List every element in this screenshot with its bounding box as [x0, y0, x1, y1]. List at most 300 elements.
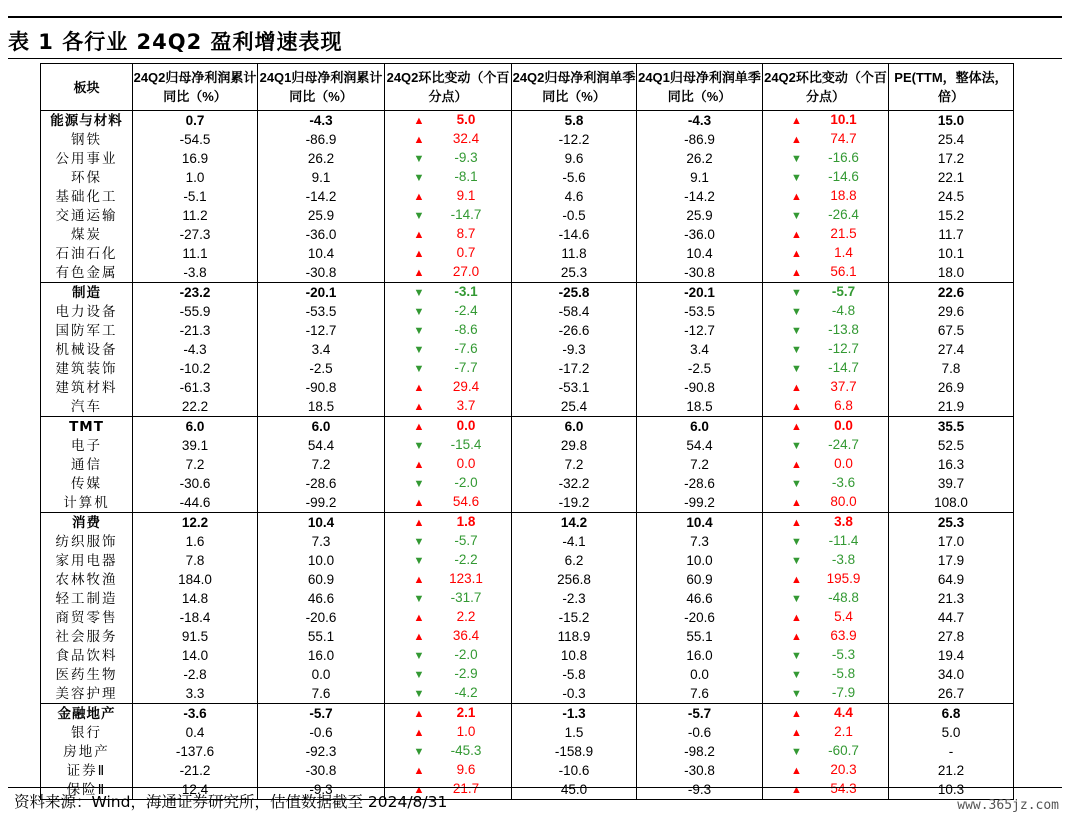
q1-single-quarter-yoy: -53.5 [637, 302, 763, 321]
q1-single-quarter-yoy: -12.7 [637, 321, 763, 340]
pe-ttm: 29.6 [889, 302, 1014, 321]
earnings-table [40, 63, 1014, 800]
table-row [41, 608, 1014, 627]
q2-cumulative-change [385, 359, 512, 378]
change-value: -12.7 [828, 341, 859, 356]
table-row [41, 665, 1014, 684]
triangle-up-icon: ▲ [791, 631, 802, 643]
triangle-down-icon: ▼ [791, 650, 802, 662]
triangle-up-icon: ▲ [413, 497, 425, 509]
sector-name: 纺织服饰 [41, 532, 133, 551]
q2-single-change [763, 417, 889, 437]
q1-single-quarter-yoy: -99.2 [637, 493, 763, 513]
table-row [41, 397, 1014, 417]
watermark: www.365jz.com [957, 798, 1059, 813]
sector-name: 食品饮料 [41, 646, 133, 665]
q2-cumulative-change [385, 761, 512, 780]
q2-cumulative-change [385, 627, 512, 646]
change-value: -3.1 [454, 284, 478, 299]
q1-single-quarter-yoy: 18.5 [637, 397, 763, 417]
table-row [41, 684, 1014, 704]
triangle-down-icon: ▼ [791, 210, 802, 222]
sector-name: 商贸零售 [41, 608, 133, 627]
q1-cumulative-yoy: -20.1 [258, 283, 385, 303]
q1-single-quarter-yoy: -9.3 [637, 780, 763, 800]
change-value: 2.1 [834, 724, 853, 739]
q2-single-quarter-yoy: 118.9 [512, 627, 637, 646]
triangle-down-icon: ▼ [791, 306, 802, 318]
triangle-down-icon: ▼ [413, 650, 425, 662]
change-value: 1.8 [456, 514, 476, 529]
q2-cumulative-change [385, 206, 512, 225]
q2-single-change [763, 225, 889, 244]
title-rule [8, 58, 1062, 59]
triangle-down-icon: ▼ [791, 478, 802, 490]
change-value: 195.9 [826, 571, 861, 586]
pe-ttm: 44.7 [889, 608, 1014, 627]
q2-cumulative-change [385, 455, 512, 474]
pe-ttm: 10.3 [889, 780, 1014, 800]
q1-cumulative-yoy: -92.3 [258, 742, 385, 761]
table-row [41, 302, 1014, 321]
change-value: 6.8 [834, 398, 853, 413]
change-value: 21.5 [830, 226, 857, 241]
q2-single-quarter-yoy: 29.8 [512, 436, 637, 455]
change-value: 8.7 [456, 226, 476, 241]
sector-name: 石油石化 [41, 244, 133, 263]
pe-ttm: 19.4 [889, 646, 1014, 665]
q2-cumulative-change [385, 723, 512, 742]
table-row [41, 206, 1014, 225]
table-row [41, 570, 1014, 589]
q2-cumulative-yoy: 11.2 [133, 206, 258, 225]
change-value: -8.6 [454, 322, 478, 337]
q2-single-quarter-yoy: 11.8 [512, 244, 637, 263]
triangle-down-icon: ▼ [413, 153, 425, 165]
q2-cumulative-change [385, 704, 512, 724]
q2-single-quarter-yoy: 25.3 [512, 263, 637, 283]
q2-single-quarter-yoy: -19.2 [512, 493, 637, 513]
pe-ttm: 35.5 [889, 417, 1014, 437]
q2-cumulative-yoy: 1.0 [133, 168, 258, 187]
change-value: 3.8 [834, 514, 853, 529]
change-value: -3.6 [831, 475, 856, 490]
q2-single-change [763, 608, 889, 627]
triangle-down-icon: ▼ [413, 172, 425, 184]
sector-name: 农林牧渔 [41, 570, 133, 589]
change-value: 10.1 [830, 112, 857, 127]
change-value: -5.7 [454, 533, 478, 548]
pe-ttm: 11.7 [889, 225, 1014, 244]
change-value: -7.7 [454, 360, 478, 375]
pe-ttm: 15.2 [889, 206, 1014, 225]
table-row [41, 551, 1014, 570]
col-header-pe-ttm: PE(TTM，整体法，倍） [889, 64, 1014, 111]
triangle-up-icon: ▲ [791, 727, 802, 739]
q2-cumulative-change [385, 551, 512, 570]
q1-cumulative-yoy: 9.1 [258, 168, 385, 187]
sector-name: 电子 [41, 436, 133, 455]
q1-cumulative-yoy: -14.2 [258, 187, 385, 206]
triangle-up-icon: ▲ [791, 497, 802, 509]
table-row [41, 111, 1014, 131]
q2-single-quarter-yoy: 1.5 [512, 723, 637, 742]
q1-cumulative-yoy: -28.6 [258, 474, 385, 493]
q1-single-quarter-yoy: -98.2 [637, 742, 763, 761]
sector-name: 家用电器 [41, 551, 133, 570]
change-value: 20.3 [830, 762, 857, 777]
q2-single-change [763, 513, 889, 533]
q2-cumulative-yoy: -23.2 [133, 283, 258, 303]
change-value: -11.4 [828, 533, 859, 548]
pe-ttm: 17.0 [889, 532, 1014, 551]
q2-single-change [763, 244, 889, 263]
pe-ttm: 6.8 [889, 704, 1014, 724]
change-value: -2.2 [454, 552, 478, 567]
q2-cumulative-change [385, 608, 512, 627]
q1-cumulative-yoy: 26.2 [258, 149, 385, 168]
q2-cumulative-yoy: -2.8 [133, 665, 258, 684]
q2-single-quarter-yoy: 5.8 [512, 111, 637, 131]
triangle-up-icon: ▲ [413, 612, 425, 624]
q2-cumulative-yoy: 11.1 [133, 244, 258, 263]
q2-cumulative-yoy: -27.3 [133, 225, 258, 244]
q2-cumulative-yoy: -44.6 [133, 493, 258, 513]
triangle-up-icon: ▲ [791, 708, 802, 720]
change-value: 2.1 [456, 705, 476, 720]
q2-cumulative-yoy: 7.8 [133, 551, 258, 570]
q2-cumulative-yoy: 1.6 [133, 532, 258, 551]
q2-cumulative-change [385, 646, 512, 665]
triangle-down-icon: ▼ [413, 593, 425, 605]
change-value: -48.8 [828, 590, 859, 605]
triangle-up-icon: ▲ [791, 401, 802, 413]
q2-cumulative-yoy: 0.7 [133, 111, 258, 131]
sector-name: 房地产 [41, 742, 133, 761]
q1-single-quarter-yoy: 55.1 [637, 627, 763, 646]
q2-single-change [763, 474, 889, 493]
q1-single-quarter-yoy: -36.0 [637, 225, 763, 244]
q2-cumulative-yoy: -61.3 [133, 378, 258, 397]
q2-single-change [763, 206, 889, 225]
triangle-down-icon: ▼ [413, 344, 425, 356]
pe-ttm: 10.1 [889, 244, 1014, 263]
q2-single-change [763, 283, 889, 303]
q1-cumulative-yoy: -20.6 [258, 608, 385, 627]
q1-single-quarter-yoy: -2.5 [637, 359, 763, 378]
triangle-down-icon: ▼ [413, 669, 425, 681]
q2-single-quarter-yoy: -5.8 [512, 665, 637, 684]
q1-cumulative-yoy: -5.7 [258, 704, 385, 724]
triangle-up-icon: ▲ [413, 708, 425, 720]
change-value: 36.4 [452, 628, 480, 643]
sector-name: 有色金属 [41, 263, 133, 283]
q1-single-quarter-yoy: 7.6 [637, 684, 763, 704]
change-value: 0.0 [456, 456, 476, 471]
q2-single-quarter-yoy: 25.4 [512, 397, 637, 417]
change-value: 0.0 [456, 418, 476, 433]
q2-cumulative-yoy: -5.1 [133, 187, 258, 206]
q2-cumulative-yoy: 6.0 [133, 417, 258, 437]
pe-ttm: 26.9 [889, 378, 1014, 397]
change-value: 123.1 [449, 571, 483, 586]
q2-cumulative-change [385, 493, 512, 513]
change-value: -26.4 [828, 207, 859, 222]
triangle-down-icon: ▼ [413, 210, 425, 222]
q2-cumulative-yoy: 12.2 [133, 513, 258, 533]
change-value: 5.0 [456, 112, 476, 127]
q1-cumulative-yoy: 10.4 [258, 244, 385, 263]
q2-single-quarter-yoy: -0.5 [512, 206, 637, 225]
change-value: -2.0 [454, 475, 478, 490]
change-value: 54.6 [452, 494, 480, 509]
triangle-down-icon: ▼ [791, 536, 802, 548]
change-value: -45.3 [450, 743, 482, 758]
q1-cumulative-yoy: 16.0 [258, 646, 385, 665]
q1-cumulative-yoy: 6.0 [258, 417, 385, 437]
q1-single-quarter-yoy: 0.0 [637, 665, 763, 684]
sector-name: 制造 [41, 283, 133, 303]
change-value: -4.8 [831, 303, 856, 318]
pe-ttm: 26.7 [889, 684, 1014, 704]
q1-single-quarter-yoy: 46.6 [637, 589, 763, 608]
table-row [41, 436, 1014, 455]
triangle-up-icon: ▲ [413, 421, 425, 433]
table-row [41, 493, 1014, 513]
triangle-down-icon: ▼ [413, 363, 425, 375]
change-value: 4.4 [834, 705, 853, 720]
q2-cumulative-yoy: -137.6 [133, 742, 258, 761]
sector-name: 医药生物 [41, 665, 133, 684]
q1-cumulative-yoy: -30.8 [258, 761, 385, 780]
triangle-up-icon: ▲ [791, 267, 802, 279]
q2-single-change [763, 340, 889, 359]
pe-ttm: 22.6 [889, 283, 1014, 303]
triangle-down-icon: ▼ [791, 153, 802, 165]
q2-single-quarter-yoy: -1.3 [512, 704, 637, 724]
q2-cumulative-yoy: 7.2 [133, 455, 258, 474]
pe-ttm: - [889, 742, 1014, 761]
q2-single-change [763, 187, 889, 206]
change-value: -5.3 [831, 647, 856, 662]
table-row [41, 378, 1014, 397]
q1-single-quarter-yoy: 54.4 [637, 436, 763, 455]
q2-single-quarter-yoy: -58.4 [512, 302, 637, 321]
q2-cumulative-yoy: 12.4 [133, 780, 258, 800]
sector-name: TMT [41, 417, 133, 437]
q2-single-change [763, 780, 889, 800]
q2-single-change [763, 589, 889, 608]
q1-single-quarter-yoy: 9.1 [637, 168, 763, 187]
change-value: 29.4 [452, 379, 480, 394]
q2-single-quarter-yoy: -17.2 [512, 359, 637, 378]
q2-single-change [763, 455, 889, 474]
triangle-up-icon: ▲ [413, 115, 425, 127]
q1-single-quarter-yoy: -90.8 [637, 378, 763, 397]
triangle-up-icon: ▲ [791, 612, 802, 624]
q2-cumulative-yoy: 39.1 [133, 436, 258, 455]
triangle-down-icon: ▼ [791, 688, 802, 700]
bottom-rule [8, 787, 1062, 788]
triangle-up-icon: ▲ [413, 191, 425, 203]
q2-single-quarter-yoy: -26.6 [512, 321, 637, 340]
q1-cumulative-yoy: -0.6 [258, 723, 385, 742]
triangle-down-icon: ▼ [413, 440, 425, 452]
triangle-up-icon: ▲ [413, 631, 425, 643]
sector-name: 电力设备 [41, 302, 133, 321]
q2-cumulative-change [385, 130, 512, 149]
table-row [41, 742, 1014, 761]
triangle-down-icon: ▼ [791, 440, 802, 452]
q1-single-quarter-yoy: -4.3 [637, 111, 763, 131]
q2-single-quarter-yoy: -2.3 [512, 589, 637, 608]
col-header-q2-single-qoq-change: 24Q2环比变动（个百分点） [763, 64, 889, 111]
q2-single-quarter-yoy: -14.6 [512, 225, 637, 244]
q2-single-change [763, 168, 889, 187]
triangle-down-icon: ▼ [413, 555, 425, 567]
q2-cumulative-change [385, 513, 512, 533]
sector-name: 能源与材料 [41, 111, 133, 131]
pe-ttm: 18.0 [889, 263, 1014, 283]
triangle-up-icon: ▲ [413, 574, 425, 586]
pe-ttm: 27.8 [889, 627, 1014, 646]
q2-cumulative-change [385, 244, 512, 263]
triangle-down-icon: ▼ [413, 287, 425, 299]
col-header-q2-cumulative-yoy: 24Q2归母净利润累计同比（%） [133, 64, 258, 111]
change-value: 27.0 [452, 264, 480, 279]
q2-single-quarter-yoy: 6.0 [512, 417, 637, 437]
q2-single-quarter-yoy: -15.2 [512, 608, 637, 627]
q1-cumulative-yoy: 60.9 [258, 570, 385, 589]
triangle-up-icon: ▲ [413, 727, 425, 739]
pe-ttm: 16.3 [889, 455, 1014, 474]
q2-cumulative-yoy: 14.8 [133, 589, 258, 608]
change-value: -7.6 [454, 341, 478, 356]
source-note: 资料来源：Wind，海通证券研究所，估值数据截至 2024/8/31 [14, 793, 448, 811]
q2-single-quarter-yoy: -4.1 [512, 532, 637, 551]
pe-ttm: 25.3 [889, 513, 1014, 533]
pe-ttm: 21.2 [889, 761, 1014, 780]
q2-cumulative-yoy: -21.3 [133, 321, 258, 340]
q2-single-quarter-yoy: -5.6 [512, 168, 637, 187]
col-header-q2-cumulative-qoq-change: 24Q2环比变动（个百分点） [385, 64, 512, 111]
triangle-down-icon: ▼ [791, 669, 802, 681]
change-value: 56.1 [830, 264, 857, 279]
triangle-up-icon: ▲ [413, 134, 425, 146]
change-value: -4.2 [454, 685, 478, 700]
table-row [41, 455, 1014, 474]
pe-ttm: 21.9 [889, 397, 1014, 417]
triangle-down-icon: ▼ [791, 344, 802, 356]
q2-single-change [763, 149, 889, 168]
q1-cumulative-yoy: 25.9 [258, 206, 385, 225]
q2-cumulative-change [385, 302, 512, 321]
triangle-down-icon: ▼ [791, 287, 802, 299]
triangle-up-icon: ▲ [791, 382, 802, 394]
change-value: 32.4 [452, 131, 480, 146]
table-row [41, 244, 1014, 263]
q1-cumulative-yoy: 0.0 [258, 665, 385, 684]
q1-cumulative-yoy: -9.3 [258, 780, 385, 800]
sector-name: 汽车 [41, 397, 133, 417]
q2-cumulative-yoy: -18.4 [133, 608, 258, 627]
q2-single-change [763, 532, 889, 551]
q2-single-change [763, 704, 889, 724]
col-header-q2-single-quarter-yoy: 24Q2归母净利润单季同比（%） [512, 64, 637, 111]
q1-cumulative-yoy: 10.4 [258, 513, 385, 533]
q1-single-quarter-yoy: -30.8 [637, 263, 763, 283]
q2-cumulative-yoy: -54.5 [133, 130, 258, 149]
q2-single-change [763, 761, 889, 780]
q2-single-change [763, 723, 889, 742]
triangle-down-icon: ▼ [413, 478, 425, 490]
q2-single-quarter-yoy: 256.8 [512, 570, 637, 589]
top-rule [8, 16, 1062, 18]
q2-cumulative-change [385, 570, 512, 589]
pe-ttm: 52.5 [889, 436, 1014, 455]
change-value: 63.9 [830, 628, 857, 643]
triangle-up-icon: ▲ [413, 382, 425, 394]
triangle-up-icon: ▲ [791, 134, 802, 146]
q2-single-change [763, 111, 889, 131]
q2-cumulative-change [385, 378, 512, 397]
triangle-up-icon: ▲ [791, 459, 802, 471]
pe-ttm: 108.0 [889, 493, 1014, 513]
triangle-up-icon: ▲ [413, 267, 425, 279]
sector-name: 消费 [41, 513, 133, 533]
table-body [41, 111, 1014, 800]
change-value: -16.6 [828, 150, 859, 165]
q2-single-change [763, 646, 889, 665]
table-row [41, 704, 1014, 724]
change-value: 0.7 [456, 245, 476, 260]
sector-name: 证券Ⅱ [41, 761, 133, 780]
triangle-down-icon: ▼ [791, 172, 802, 184]
sector-name: 社会服务 [41, 627, 133, 646]
triangle-up-icon: ▲ [413, 517, 425, 529]
sector-name: 环保 [41, 168, 133, 187]
q1-cumulative-yoy: -12.7 [258, 321, 385, 340]
table-row [41, 589, 1014, 608]
q1-cumulative-yoy: -4.3 [258, 111, 385, 131]
table-row [41, 474, 1014, 493]
q2-single-quarter-yoy: 9.6 [512, 149, 637, 168]
change-value: -2.4 [454, 303, 478, 318]
pe-ttm: 64.9 [889, 570, 1014, 589]
pe-ttm: 7.8 [889, 359, 1014, 378]
pe-ttm: 22.1 [889, 168, 1014, 187]
q1-cumulative-yoy: -53.5 [258, 302, 385, 321]
q1-cumulative-yoy: 10.0 [258, 551, 385, 570]
change-value: 21.7 [452, 781, 480, 796]
sector-name: 银行 [41, 723, 133, 742]
q1-cumulative-yoy: 46.6 [258, 589, 385, 608]
q2-cumulative-yoy: -30.6 [133, 474, 258, 493]
change-value: -5.8 [831, 666, 856, 681]
q1-single-quarter-yoy: 6.0 [637, 417, 763, 437]
q2-single-quarter-yoy: -25.8 [512, 283, 637, 303]
triangle-up-icon: ▲ [413, 459, 425, 471]
change-value: -24.7 [828, 437, 859, 452]
change-value: -9.3 [454, 150, 478, 165]
pe-ttm: 24.5 [889, 187, 1014, 206]
change-value: -31.7 [450, 590, 482, 605]
q2-single-quarter-yoy: 45.0 [512, 780, 637, 800]
change-value: -2.0 [454, 647, 478, 662]
q1-cumulative-yoy: 55.1 [258, 627, 385, 646]
table-row [41, 283, 1014, 303]
q2-single-change [763, 130, 889, 149]
